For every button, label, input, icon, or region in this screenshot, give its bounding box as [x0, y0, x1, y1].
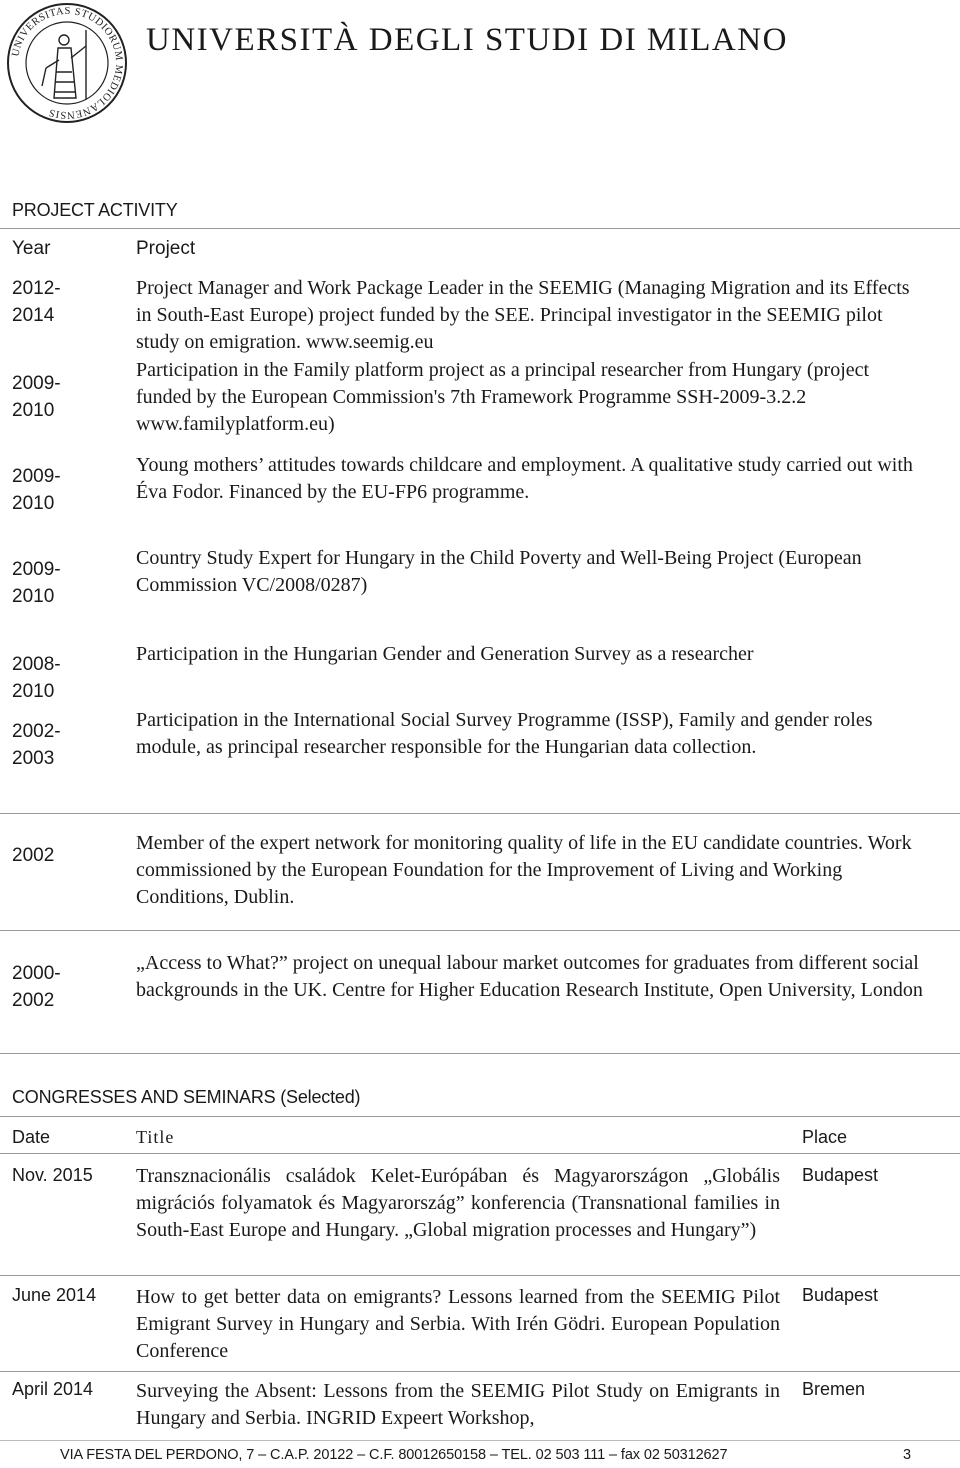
project-description: Member of the expert network for monitoring quality of life in the EU candidate countries. Work commissioned by the European Foundation for the Improvement of Living and Working Conditions, Dublin.: [136, 832, 912, 908]
project-year: 2002: [12, 845, 55, 866]
congress-date: April 2014: [12, 1379, 94, 1399]
project-year: 2008- 2010: [12, 654, 61, 702]
year-column-header: Year: [12, 238, 51, 259]
footer-divider: [0, 1440, 960, 1441]
date-column-header: Date: [12, 1127, 51, 1147]
congress-date: Nov. 2015: [12, 1165, 93, 1185]
seal-text: UNIVERSITAS STUDIORUM MEDIOLANENSIS: [10, 5, 125, 121]
project-column-header: Project: [136, 238, 196, 259]
congress-place: Budapest: [802, 1165, 879, 1185]
svg-text:UNIVERSITAS STUDIORUM MEDIOLAN: [10, 6, 124, 120]
project-description: „Access to What?” project on unequal labour market outcomes for graduates from different social backgrounds in the UK. Centre for Higher Education Research Institute, Open University, London: [136, 952, 923, 1001]
project-year: 2009- 2010: [12, 559, 61, 607]
congress-title: Transznacionális családok Kelet-Európában és Magyarországon „Globális migrációs folyamatok és Magyarország” konferencia (Transnational families in South-East Europe and Hungary. „Global migration processes and Hungary”): [136, 1165, 780, 1241]
divider: [0, 813, 960, 814]
project-year: 2000- 2002: [12, 963, 61, 1011]
university-seal-logo: [6, 2, 128, 124]
university-name: UNIVERSITÀ DEGLI STUDI DI MILANO: [146, 22, 788, 58]
project-description: Participation in the International Social Survey Programme (ISSP), Family and gender roles module, as principal researcher responsible for the Hungarian data collection.: [136, 709, 873, 758]
project-year: 2009- 2010: [12, 466, 61, 514]
title-column-header: Title: [136, 1127, 175, 1147]
project-description: Participation in the Family platform project as a principal researcher from Hungary (project funded by the European Commission's 7th Framework Programme SSH-2009-3.2.2 www.familyplatform.eu): [136, 359, 870, 435]
divider: [0, 1116, 960, 1117]
project-description: Project Manager and Work Package Leader in the SEEMIG (Managing Migration and its Effects in South-East Europe) project funded by the SEE. Principal investigator in the SEEMIG pilot study on emigration. www.seemig.eu: [136, 277, 910, 353]
divider: [0, 1275, 960, 1276]
congress-title: How to get better data on emigrants? Lessons learned from the SEEMIG Pilot Emigrant Survey in Hungary and Serbia. With Irén Gödri. European Population Conference: [136, 1286, 780, 1362]
project-description: Country Study Expert for Hungary in the Child Poverty and Well-Being Project (European Commission VC/2008/0287): [136, 547, 862, 596]
divider: [0, 1053, 960, 1054]
divider: [0, 228, 960, 229]
congress-title: Surveying the Absent: Lessons from the SEEMIG Pilot Study on Emigrants in Hungary and Serbia. INGRID Expeert Workshop,: [136, 1380, 780, 1429]
congress-date: June 2014: [12, 1285, 97, 1305]
congress-place: Budapest: [802, 1285, 879, 1305]
project-year: 2012- 2014: [12, 278, 61, 326]
divider: [0, 1153, 960, 1154]
divider: [0, 1371, 960, 1372]
place-column-header: Place: [802, 1127, 848, 1147]
congresses-title: CONGRESSES AND SEMINARS (Selected): [12, 1087, 361, 1107]
page-number: 3: [903, 1447, 911, 1463]
project-year: 2002- 2003: [12, 721, 61, 769]
footer-address: VIA FESTA DEL PERDONO, 7 – C.A.P. 20122 – C.F. 80012650158 – TEL. 02 503 111 – fax 02 50312627: [60, 1447, 728, 1463]
project-year: 2009- 2010: [12, 373, 61, 421]
congress-place: Bremen: [802, 1379, 866, 1399]
page-footer: [60, 1447, 911, 1463]
project-description: Participation in the Hungarian Gender and Generation Survey as a researcher: [136, 643, 754, 665]
project-activity-title: PROJECT ACTIVITY: [12, 200, 178, 220]
project-description: Young mothers’ attitudes towards childcare and employment. A qualitative study carried out with Éva Fodor. Financed by the EU-FP6 programme.: [136, 454, 913, 503]
divider: [0, 930, 960, 931]
